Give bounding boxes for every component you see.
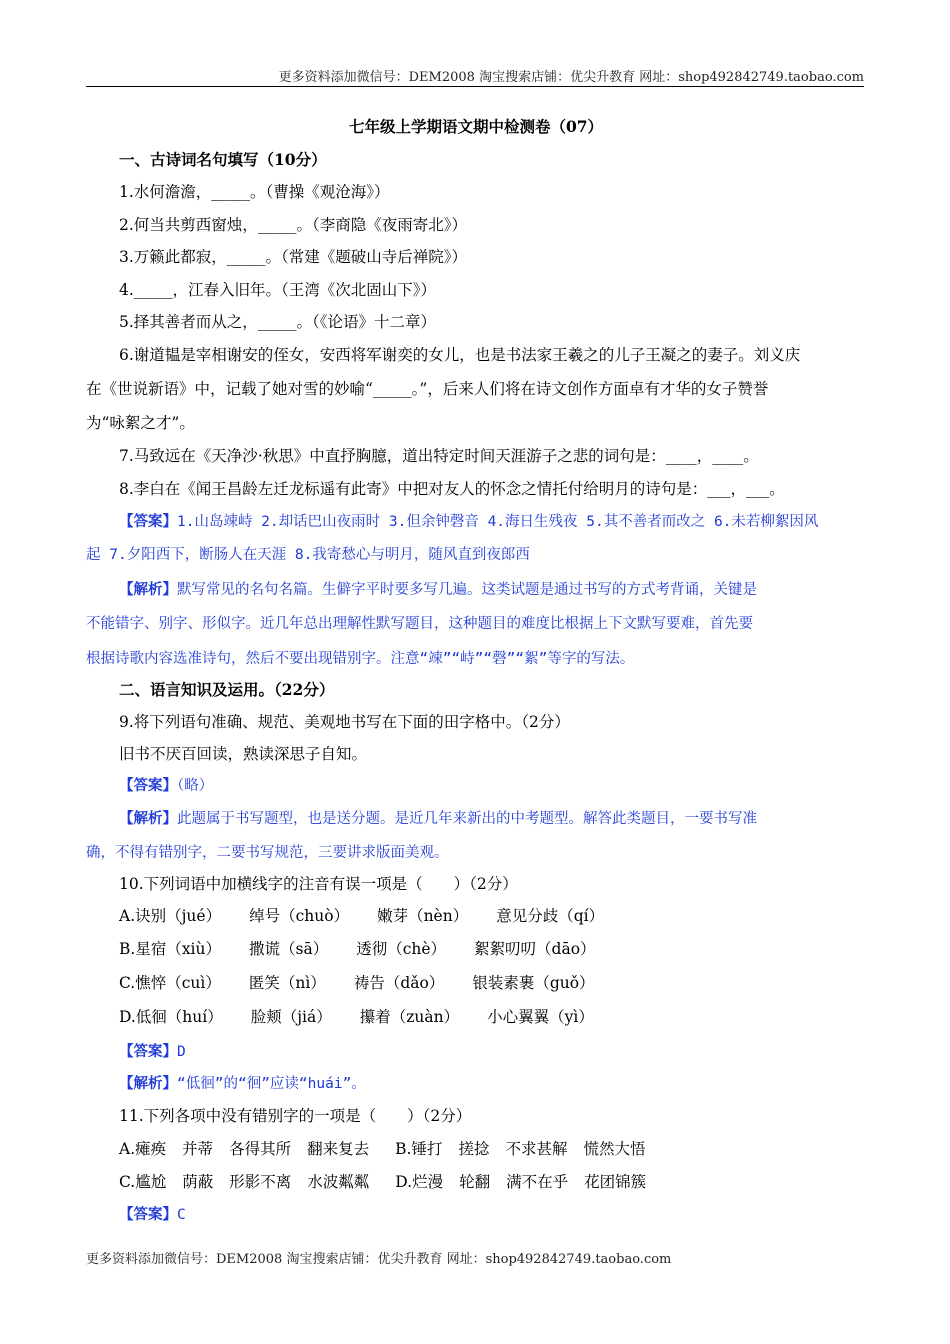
option-item: 形影不离 bbox=[229, 1173, 292, 1191]
option-item: 绰号（chuò） bbox=[249, 907, 350, 925]
option-item: A.瘫痪 bbox=[119, 1140, 167, 1158]
option-item: D.烂漫 bbox=[395, 1173, 444, 1191]
q10-option-c bbox=[86, 973, 899, 993]
option-item: 翻来复去 bbox=[307, 1140, 370, 1158]
explanation-tag: 【解析】 bbox=[119, 1076, 177, 1092]
explanation-1-line-2: 不能错字、别字、形似字。近几年总出理解性默写题目，这种题目的难度比根据上下文默写要难，首先要 bbox=[86, 616, 753, 632]
option-item: 祷告（dǎo） bbox=[353, 974, 445, 992]
question-4: 4._____，江春入旧年。（王湾《次北固山下》） bbox=[119, 281, 437, 299]
q10-option-b bbox=[86, 939, 899, 959]
option-item: 脸颊（jiá） bbox=[250, 1008, 332, 1026]
question-10: 10.下列词语中加横线字的注音有误一项是（ ）（2分） bbox=[119, 875, 518, 893]
question-6-line-3: 为“咏絮之才”。 bbox=[86, 414, 195, 432]
page-footer: 更多资料添加微信号：DEM2008 淘宝搜索店铺：优尖升教育 网址：shop492842749.taobao.com bbox=[86, 1252, 672, 1267]
question-11: 11.下列各项中没有错别字的一项是（ ）（2分） bbox=[119, 1107, 472, 1125]
question-8: 8.李白在《闻王昌龄左迁龙标遥有此寄》中把对友人的怀念之情托付给明月的诗句是：___，___。 bbox=[119, 480, 785, 498]
page-title: 七年级上学期语文期中检测卷（07） bbox=[348, 117, 604, 136]
q10-option-a bbox=[86, 906, 899, 926]
explanation-text: “低徊”的“徊”应读“huái”。 bbox=[177, 1076, 366, 1092]
option-item: 银装素裹（guǒ） bbox=[472, 974, 595, 992]
answer-1-line-2: 起 7.夕阳西下，断肠人在天涯 8.我寄愁心与明月，随风直到夜郎西 bbox=[86, 547, 530, 563]
question-9: 9.将下列语句准确、规范、美观地书写在下面的田字格中。（2分） bbox=[119, 713, 570, 731]
answer-tag: 【答案】 bbox=[119, 1044, 177, 1060]
explanation-1-line-1 bbox=[86, 580, 899, 600]
q10-option-d bbox=[86, 1007, 899, 1027]
option-item: 轮翻 bbox=[459, 1173, 491, 1191]
answer-10 bbox=[86, 1042, 899, 1062]
header-rule bbox=[86, 86, 864, 87]
section2-heading: 二、语言知识及运用。（22分） bbox=[119, 680, 335, 699]
option-item: 絮絮叨叨（dāo） bbox=[474, 940, 596, 958]
option-item: 并蒂 bbox=[182, 1140, 214, 1158]
option-item: 撒谎（sā） bbox=[249, 940, 329, 958]
option-item: 透彻（chè） bbox=[356, 940, 447, 958]
option-item: C.憔悴（cuì） bbox=[119, 974, 221, 992]
page-header: 更多资料添加微信号：DEM2008 淘宝搜索店铺：优尖升教育 网址：shop492842749.taobao.com bbox=[278, 70, 864, 85]
option-item: 各得其所 bbox=[229, 1140, 292, 1158]
option-item: 意见分歧（qí） bbox=[496, 907, 605, 925]
explanation-9-line-2: 确，不得有错别字，二要书写规范，三要讲求版面美观。 bbox=[86, 845, 449, 861]
explanation-text: 默写常见的名句名篇。生僻字平时要多写几遍。这类试题是通过书写的方式考背诵，关键是 bbox=[177, 582, 757, 598]
explanation-1-line-3: 根据诗歌内容选准诗句，然后不要出现错别字。注意“竦”“峙”“磬”“絮”等字的写法。 bbox=[86, 651, 635, 667]
option-item: B.星宿（xiù） bbox=[119, 940, 221, 958]
answer-tag: 【答案】 bbox=[119, 778, 177, 794]
question-5: 5.择其善者而从之，_____。（《论语》十二章） bbox=[119, 313, 437, 331]
option-item: 不求甚解 bbox=[505, 1140, 568, 1158]
option-item: D.低徊（huí） bbox=[119, 1008, 223, 1026]
option-item: 匿笑（nì） bbox=[248, 974, 326, 992]
option-item: 荫蔽 bbox=[182, 1173, 214, 1191]
option-item: 小心翼翼（yì） bbox=[487, 1008, 594, 1026]
answer-tag: 【答案】 bbox=[119, 514, 177, 530]
explanation-tag: 【解析】 bbox=[119, 582, 177, 598]
option-item: 满不在乎 bbox=[506, 1173, 569, 1191]
option-item: A.诀别（jué） bbox=[119, 907, 222, 925]
option-item: 搓捻 bbox=[458, 1140, 490, 1158]
answer-text: 1.山岛竦峙 2.却话巴山夜雨时 3.但余钟磬音 4.海日生残夜 5.其不善者而改之 6.未若柳絮因风 bbox=[177, 514, 819, 530]
option-item: 花团锦簇 bbox=[584, 1173, 647, 1191]
explanation-text: 此题属于书写题型，也是送分题。是近几年来新出的中考题型。解答此类题目，一要书写准 bbox=[177, 811, 757, 827]
question-6-line-2: 在《世说新语》中，记载了她对雪的妙喻“_____。”，后来人们将在诗文创作方面卓有才华的女子赞誉 bbox=[86, 380, 769, 398]
option-item: 慌然大悟 bbox=[583, 1140, 646, 1158]
answer-9 bbox=[86, 776, 899, 796]
question-3: 3.万籁此都寂，_____。（常建《题破山寺后禅院》） bbox=[119, 248, 468, 266]
section1-heading: 一、古诗词名句填写（10分） bbox=[119, 150, 327, 169]
q11-options-cd bbox=[86, 1172, 899, 1192]
option-item: B.锤打 bbox=[395, 1140, 443, 1158]
question-1: 1.水何澹澹，_____。（曹操《观沧海》） bbox=[119, 183, 390, 201]
answer-text: D bbox=[177, 1044, 186, 1060]
explanation-tag: 【解析】 bbox=[119, 811, 177, 827]
explanation-9-line-1 bbox=[86, 809, 899, 829]
answer-text: C bbox=[177, 1207, 186, 1223]
option-item: 水波粼粼 bbox=[307, 1173, 370, 1191]
answer-tag: 【答案】 bbox=[119, 1207, 177, 1223]
option-item: 攥着（zuàn） bbox=[359, 1008, 460, 1026]
question-2: 2.何当共剪西窗烛，_____。（李商隐《夜雨寄北》） bbox=[119, 216, 468, 234]
answer-1-line-1 bbox=[86, 512, 899, 532]
answer-11 bbox=[86, 1205, 899, 1225]
explanation-10 bbox=[86, 1074, 899, 1094]
answer-text: （略） bbox=[177, 778, 214, 794]
question-7: 7.马致远在《天净沙·秋思》中直抒胸臆，道出特定时间天涯游子之悲的词句是：____，____。 bbox=[119, 447, 759, 465]
option-item: 嫩芽（nèn） bbox=[377, 907, 469, 925]
question-9-text: 旧书不厌百回读，熟读深思子自知。 bbox=[119, 745, 368, 763]
question-6-line-1: 6.谢道韫是宰相谢安的侄女，安西将军谢奕的女儿，也是书法家王羲之的儿子王凝之的妻子。刘义庆 bbox=[119, 346, 801, 364]
option-item: C.尴尬 bbox=[119, 1173, 167, 1191]
q11-options-ab bbox=[86, 1139, 899, 1159]
